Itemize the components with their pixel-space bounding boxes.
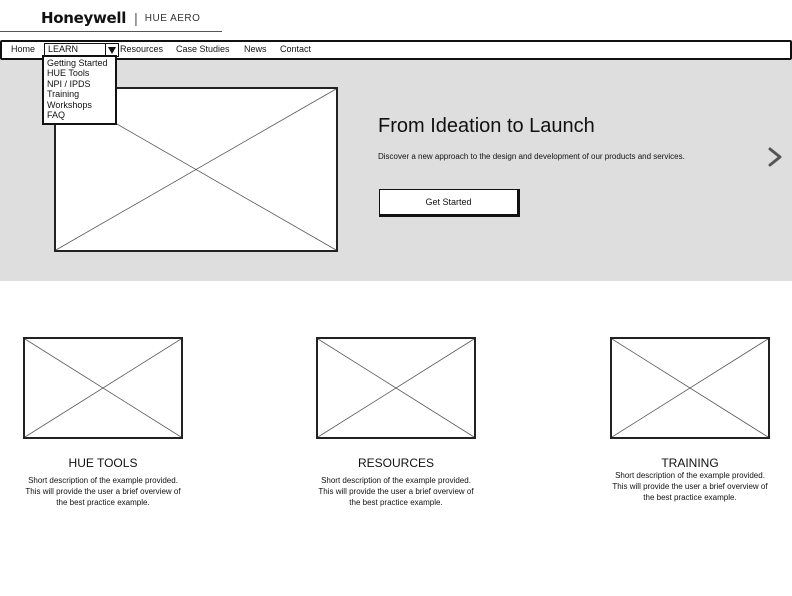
dropdown-item-workshops[interactable]: Workshops (47, 99, 92, 110)
hero-banner (0, 60, 792, 281)
nav-learn-label: LEARN (48, 44, 79, 54)
card-title: TRAINING (661, 456, 719, 470)
card-description: Short description of the example provided. This will provide the user a brief overview of the best practice example. (318, 476, 474, 507)
dropdown-item-npi-ipds[interactable]: NPI / IPDS (47, 78, 91, 89)
dropdown-item-getting-started[interactable]: Getting Started (47, 58, 108, 68)
nav-case-studies[interactable]: Case Studies (176, 44, 230, 54)
dropdown-item-training[interactable]: Training (47, 89, 80, 100)
card-title: HUE TOOLS (68, 456, 138, 470)
carousel-next-button[interactable] (764, 144, 786, 170)
hero-description: Discover a new approach to the design and development of our products and services. (378, 152, 685, 161)
card-description: Short description of the example provided. This will provide the user a brief overview of the best practice example. (612, 471, 768, 502)
card-description: Short description of the example provided. This will provide the user a brief overview of the best practice example. (25, 476, 181, 507)
nav-news[interactable]: News (244, 44, 267, 54)
logo-subbrand: HUE AERO (144, 12, 201, 24)
dropdown-item-faq[interactable]: FAQ (47, 110, 66, 121)
image-placeholder-icon (612, 339, 768, 437)
logo-brand: Honeywell (41, 9, 127, 27)
card-training[interactable] (610, 337, 770, 502)
hero-title: From Ideation to Launch (378, 115, 595, 137)
card-image-placeholder (610, 337, 770, 439)
card-hue-tools[interactable] (23, 337, 183, 507)
header-divider (0, 31, 222, 32)
logo[interactable] (41, 8, 200, 28)
card-image-placeholder (316, 337, 476, 439)
image-placeholder-icon (318, 339, 474, 437)
dropdown-item-hue-tools[interactable]: HUE Tools (47, 68, 90, 79)
card-image-placeholder (23, 337, 183, 439)
nav-home[interactable]: Home (11, 44, 36, 54)
nav-resources[interactable]: Resources (120, 44, 164, 54)
card-title: RESOURCES (357, 456, 434, 470)
image-placeholder-icon (25, 339, 181, 437)
main-nav (0, 40, 792, 60)
learn-dropdown-menu (42, 55, 117, 125)
card-resources[interactable] (316, 337, 476, 507)
logo-separator: | (134, 10, 138, 26)
get-started-button[interactable]: Get Started (379, 189, 520, 217)
nav-contact[interactable]: Contact (280, 44, 312, 54)
chevron-right-icon (766, 146, 784, 168)
